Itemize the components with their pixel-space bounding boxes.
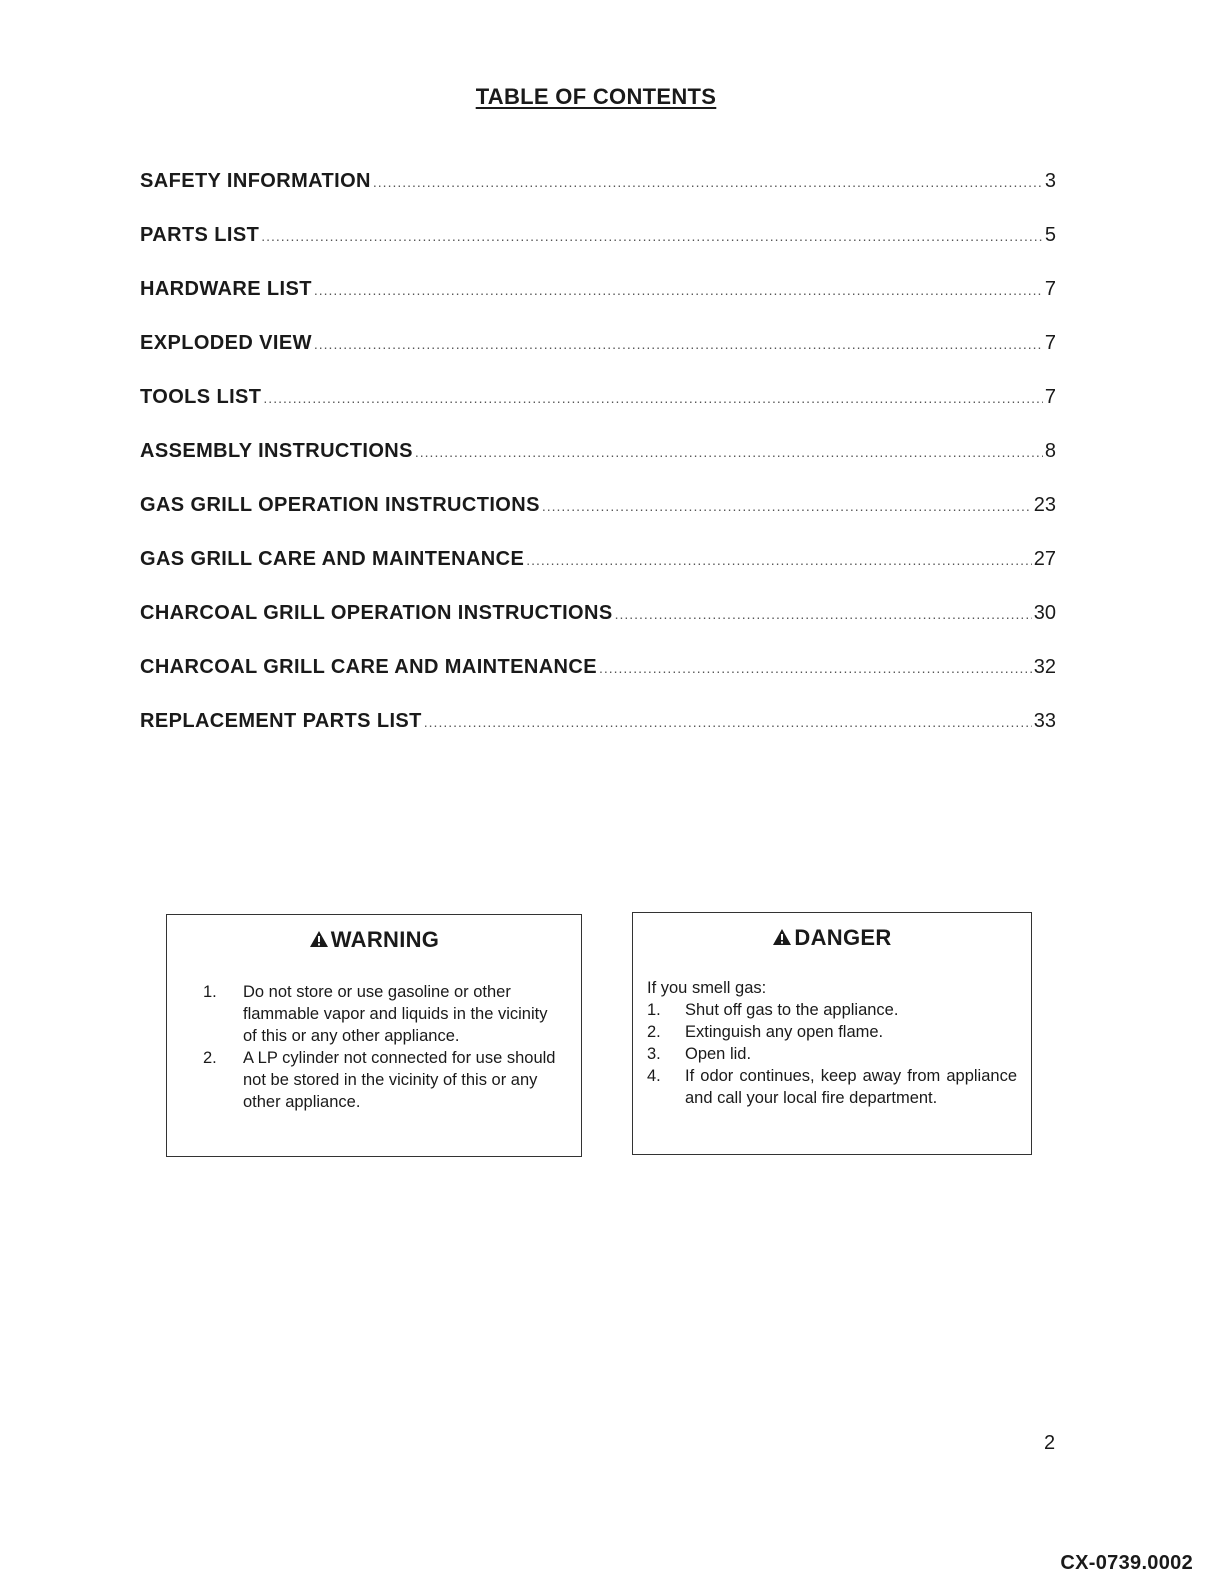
danger-item-text: Shut off gas to the appliance. (685, 1001, 899, 1019)
warning-header (167, 927, 581, 953)
toc-entry-label: GAS GRILL OPERATION INSTRUCTIONS (140, 494, 540, 516)
toc-entry-page: 5 (1044, 224, 1056, 246)
warning-item (203, 1047, 559, 1113)
danger-item (647, 1043, 1017, 1065)
toc-entry-label: PARTS LIST (140, 224, 260, 246)
warning-item (203, 981, 559, 1047)
danger-item-text: Extinguish any open flame. (685, 1023, 884, 1041)
page-title: TABLE OF CONTENTS (475, 84, 717, 109)
toc-leader-dots (263, 390, 1042, 406)
toc-entry-page: 30 (1033, 602, 1056, 624)
toc-entry-page: 32 (1033, 656, 1056, 678)
toc-entry-page: 27 (1033, 548, 1056, 570)
toc-leader-dots (599, 660, 1032, 676)
danger-item (647, 1065, 1017, 1109)
toc-entry-page: 8 (1044, 440, 1056, 462)
toc-entry-charcoal-grill-operation (140, 602, 1056, 656)
toc-entry-gas-grill-operation (140, 494, 1056, 548)
danger-header (633, 925, 1031, 951)
toc-entry-label: TOOLS LIST (140, 386, 262, 408)
toc-leader-dots (526, 552, 1032, 568)
danger-item-text: Open lid. (685, 1045, 752, 1063)
danger-intro: If you smell gas: (647, 979, 767, 997)
toc-entry-label: REPLACEMENT PARTS LIST (140, 710, 422, 732)
toc-entry-hardware-list (140, 278, 1056, 332)
toc-entry-page: 3 (1044, 170, 1056, 192)
warning-item-number: 1. (203, 983, 217, 1001)
toc-entry-exploded-view (140, 332, 1056, 386)
toc-entry-gas-grill-care (140, 548, 1056, 602)
warning-triangle-icon (309, 930, 329, 948)
toc-entry-replacement-parts (140, 710, 1056, 764)
toc-entry-assembly-instructions (140, 440, 1056, 494)
toc-entry-page: 23 (1033, 494, 1056, 516)
document-id: CX-0739.0002 (1060, 1552, 1193, 1574)
toc-entry-page: 7 (1044, 332, 1056, 354)
warning-item-text: Do not store or use gasoline or other flammable vapor and liquids in the vicinity of this or any other appliance. (243, 983, 548, 1045)
toc-leader-dots (424, 714, 1032, 730)
toc-entry-label: ASSEMBLY INSTRUCTIONS (140, 440, 413, 462)
toc-entry-page: 7 (1044, 278, 1056, 300)
toc-entry-label: CHARCOAL GRILL CARE AND MAINTENANCE (140, 656, 597, 678)
toc-entry-label: EXPLODED VIEW (140, 332, 312, 354)
toc-entry-page: 33 (1033, 710, 1056, 732)
warning-box (166, 914, 582, 1157)
danger-item-number: 1. (647, 1001, 661, 1019)
danger-item-number: 3. (647, 1045, 661, 1063)
danger-item (647, 1021, 1017, 1043)
danger-box (632, 912, 1032, 1155)
toc-entry-label: SAFETY INFORMATION (140, 170, 371, 192)
toc-leader-dots (314, 336, 1043, 352)
toc-leader-dots (261, 228, 1043, 244)
page-number: 2 (1044, 1432, 1056, 1454)
danger-item-number: 2. (647, 1023, 661, 1041)
danger-item-text: If odor continues, keep away from appliance and call your local fire department. (685, 1067, 1017, 1107)
warning-item-number: 2. (203, 1049, 217, 1067)
danger-item (647, 999, 1017, 1021)
warning-triangle-icon (772, 928, 792, 946)
danger-list (633, 999, 1031, 1109)
toc-leader-dots (415, 444, 1043, 460)
toc-entry-safety-information (140, 170, 1056, 224)
table-of-contents (140, 170, 1056, 764)
toc-leader-dots (314, 282, 1043, 298)
toc-entry-label: GAS GRILL CARE AND MAINTENANCE (140, 548, 525, 570)
danger-item-number: 4. (647, 1067, 661, 1085)
toc-entry-charcoal-grill-care (140, 656, 1056, 710)
toc-entry-label: HARDWARE LIST (140, 278, 312, 300)
toc-leader-dots (542, 498, 1032, 514)
toc-entry-page: 7 (1044, 386, 1056, 408)
danger-title: DANGER (794, 925, 892, 950)
toc-entry-tools-list (140, 386, 1056, 440)
toc-entry-parts-list (140, 224, 1056, 278)
warning-item-text: A LP cylinder not connected for use should not be stored in the vicinity of this or any other appliance. (243, 1049, 556, 1111)
toc-leader-dots (615, 606, 1032, 622)
warning-title: WARNING (330, 927, 440, 952)
toc-leader-dots (373, 174, 1043, 190)
toc-entry-label: CHARCOAL GRILL OPERATION INSTRUCTIONS (140, 602, 613, 624)
warning-list (167, 981, 581, 1113)
